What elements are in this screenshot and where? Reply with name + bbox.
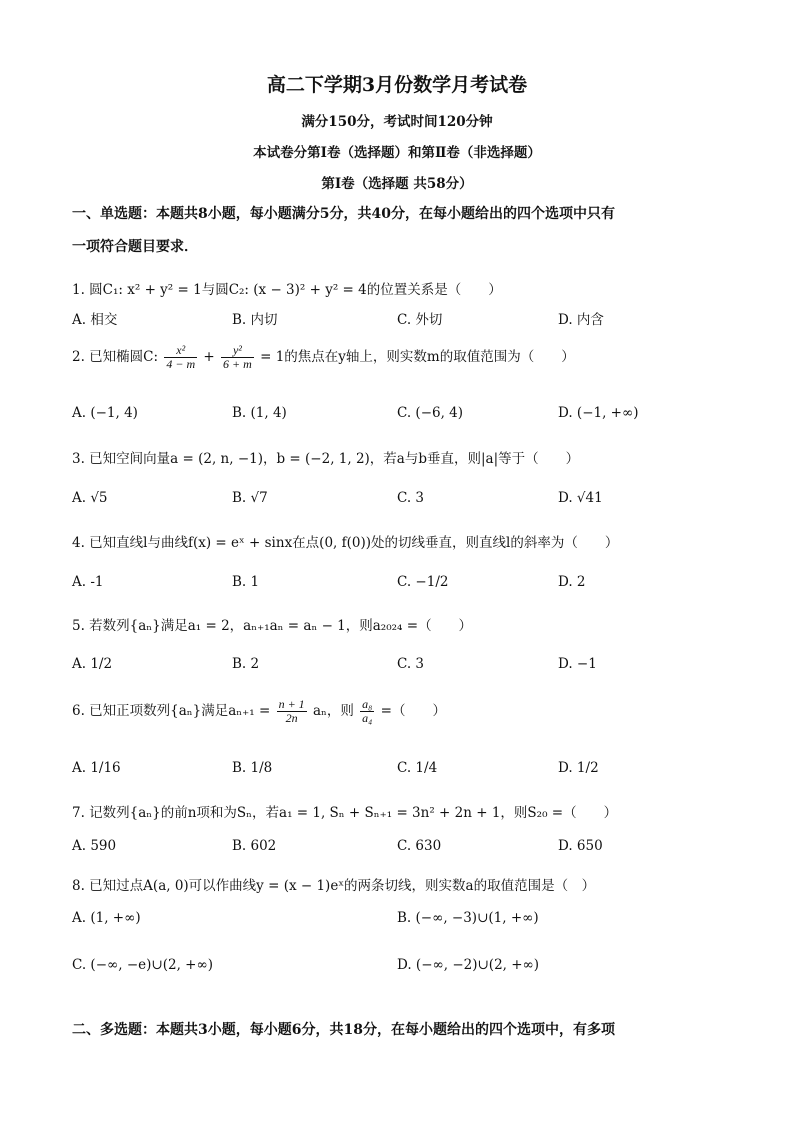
- q6-option-d: D. 1/2: [558, 760, 599, 776]
- question-5: 5. 若数列{aₙ}满足a₁ = 2，aₙ₊₁aₙ = aₙ − 1，则a₂₀₂₄ =（ ）: [72, 618, 473, 634]
- question-7: 7. 记数列{aₙ}的前n项和为Sₙ，若a₁ = 1, Sₙ + Sₙ₊₁ = 3n² + 2n + 1，则S₂₀ =（ ）: [72, 805, 618, 821]
- exam-note: 本试卷分第Ⅰ卷（选择题）和第Ⅱ卷（非选择题）: [253, 145, 541, 161]
- q2-frac1-den: 4 − m: [166, 357, 196, 372]
- q8-option-a: A. (1, +∞): [72, 910, 141, 926]
- q5-option-c: C. 3: [397, 656, 425, 672]
- q4-option-a: A. -1: [72, 574, 104, 590]
- q7-option-a: A. 590: [72, 838, 117, 854]
- q2-fraction-1: [164, 344, 197, 371]
- q2-frac2-num: y²: [221, 344, 254, 358]
- section1-line2: 一项符合题目要求．: [72, 239, 198, 255]
- q2-option-b: B. (1, 4): [232, 405, 287, 421]
- q8-option-b: B. (−∞, −3)∪(1, +∞): [397, 910, 539, 926]
- q6-fraction-1: [277, 698, 307, 725]
- q2-stem-b: = 1的焦点在y轴上，则实数m的取值范围为（ ）: [260, 349, 575, 366]
- q6-frac1-num: n + 1: [278, 697, 305, 711]
- q6-stem-a: 6. 已知正项数列{aₙ}满足aₙ₊₁ =: [72, 703, 271, 720]
- section1-line1: 一、单选题：本题共8小题，每小题满分5分，共40分，在每小题给出的四个选项中只有: [72, 206, 615, 222]
- q4-option-b: B. 1: [232, 574, 260, 590]
- q4-option-d: D. 2: [558, 574, 586, 590]
- section2-line1: 二、多选题：本题共3小题，每小题6分，共18分，在每小题给出的四个选项中，有多项: [72, 1022, 615, 1038]
- q7-option-b: B. 602: [232, 838, 277, 854]
- q6-frac2-den: a₄: [362, 711, 373, 726]
- q3-option-b: B. √7: [232, 490, 268, 506]
- q3-option-c: C. 3: [397, 490, 425, 506]
- q3-option-d: D. √41: [558, 490, 603, 506]
- q1-option-c: C. 外切: [397, 312, 443, 328]
- q6-option-a: A. 1/16: [72, 760, 121, 776]
- question-1: 1. 圆C₁: x² + y² = 1与圆C₂: (x − 3)² + y² = 4的位置关系是（ ）: [72, 282, 502, 298]
- q1-option-d: D. 内含: [558, 312, 604, 328]
- q8-option-c: C. (−∞, −e)∪(2, +∞): [72, 957, 213, 973]
- q2-stem-a: 2. 已知椭圆C:: [72, 349, 159, 366]
- q2-option-c: C. (−6, 4): [397, 405, 464, 421]
- q6-option-c: C. 1/4: [397, 760, 438, 776]
- question-3: 3. 已知空间向量a = (2, n, −1)，b = (−2, 1, 2)，若a与b垂直，则|a|等于（ ）: [72, 451, 580, 467]
- q4-option-c: C. −1/2: [397, 574, 449, 590]
- q5-option-d: D. −1: [558, 656, 597, 672]
- q1-option-b: B. 内切: [232, 312, 278, 328]
- q3-option-a: A. √5: [72, 490, 108, 506]
- q2-option-a: A. (−1, 4): [72, 405, 138, 421]
- question-2: [72, 344, 575, 371]
- q2-frac2-den: 6 + m: [223, 357, 252, 372]
- q6-fraction-2: [360, 698, 374, 725]
- q6-option-b: B. 1/8: [232, 760, 273, 776]
- question-6: [72, 698, 446, 725]
- q2-frac1-num: x²: [164, 344, 197, 358]
- q5-option-b: B. 2: [232, 656, 260, 672]
- q5-option-a: A. 1/2: [72, 656, 113, 672]
- question-8: 8. 已知过点A(a, 0)可以作曲线y = (x − 1)eˣ的两条切线，则实数a的取值范围是（ ）: [72, 878, 596, 894]
- q7-option-c: C. 630: [397, 838, 442, 854]
- q2-option-d: D. (−1, +∞): [558, 405, 639, 421]
- q7-option-d: D. 650: [558, 838, 603, 854]
- q6-frac2-num: a₈: [362, 697, 373, 711]
- q6-stem-b: aₙ，则: [312, 703, 354, 720]
- page-title: 高二下学期3月份数学月考试卷: [266, 74, 528, 96]
- q2-fraction-2: [221, 344, 254, 371]
- exam-subtitle: 满分150分，考试时间120分钟: [301, 114, 493, 130]
- q1-option-a: A. 相交: [72, 312, 118, 328]
- q6-stem-c: =（ ）: [380, 703, 446, 720]
- question-4: 4. 已知直线l与曲线f(x) = eˣ + sinx在点(0, f(0))处的切线垂直，则直线l的斜率为（ ）: [72, 535, 619, 551]
- q6-frac1-den: 2n: [285, 711, 298, 726]
- part-heading: 第Ⅰ卷（选择题 共58分）: [321, 176, 473, 192]
- q2-plus: +: [203, 349, 215, 366]
- q8-option-d: D. (−∞, −2)∪(2, +∞): [397, 957, 540, 973]
